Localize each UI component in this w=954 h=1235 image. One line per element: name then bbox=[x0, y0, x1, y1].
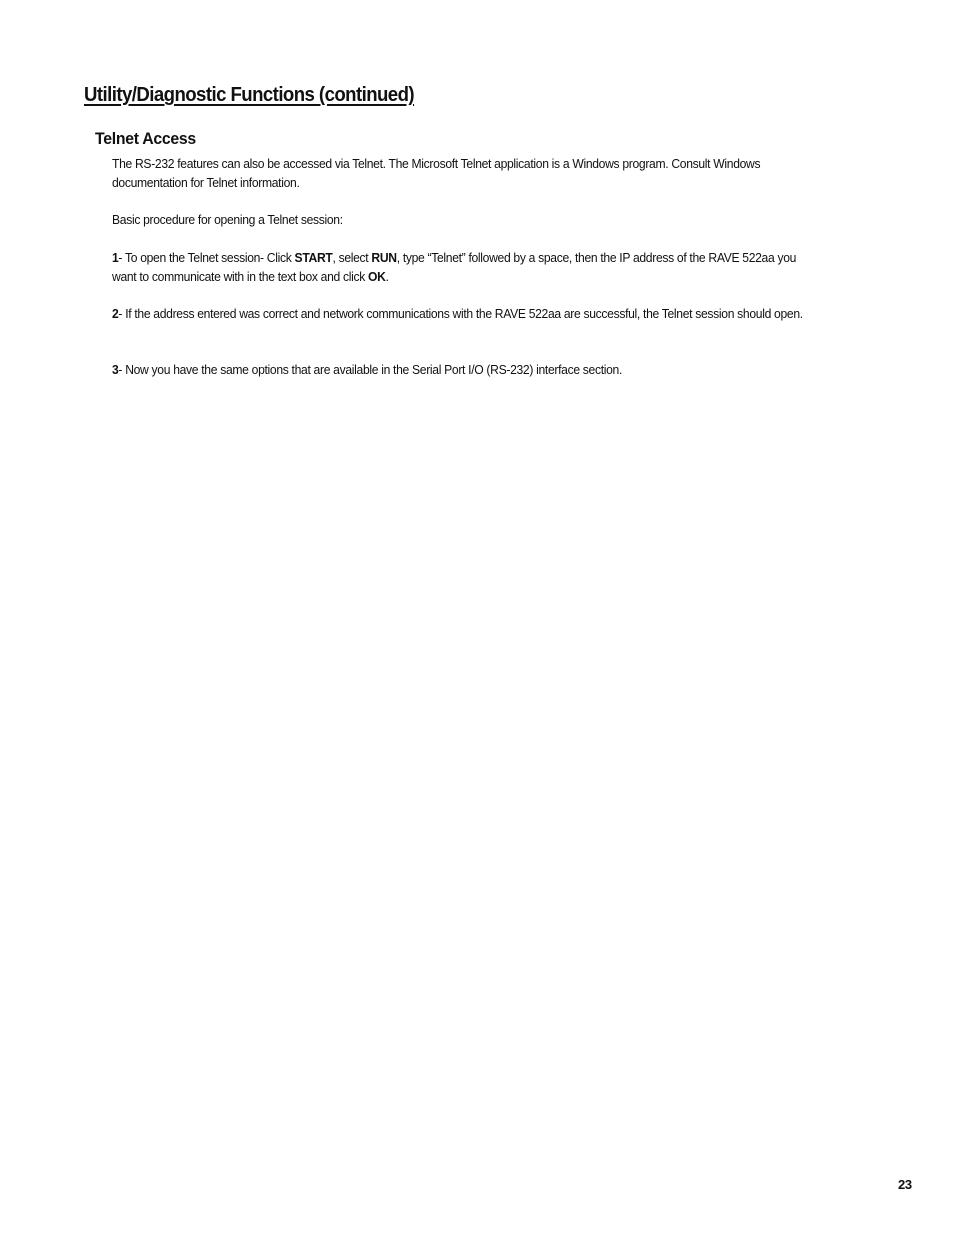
step-3-number: 3 bbox=[112, 362, 119, 377]
step-3 bbox=[112, 360, 811, 379]
step-1-text-part-3: , type “Telnet” followed by a space, then the IP address of the RAVE 522aa you want to communicate with in the text box and click bbox=[112, 250, 797, 284]
step-1-ok-keyword: OK bbox=[368, 269, 386, 284]
step-1-text-part-4: . bbox=[385, 269, 389, 284]
procedure-intro: Basic procedure for opening a Telnet session: bbox=[112, 212, 343, 227]
step-3-text: - Now you have the same options that are available in the Serial Port I/O (RS-232) interface section. bbox=[118, 362, 623, 377]
page-number: 23 bbox=[898, 1177, 912, 1192]
step-2-text: - If the address entered was correct and network communications with the RAVE 522aa are successful, the Telnet session should open. bbox=[118, 306, 803, 321]
step-1-start-keyword: START bbox=[294, 250, 333, 265]
step-2-number: 2 bbox=[112, 306, 119, 321]
step-1 bbox=[112, 248, 811, 286]
step-1-text-part-2: , select bbox=[332, 250, 372, 265]
page-title: Utility/Diagnostic Functions (continued) bbox=[84, 84, 415, 106]
step-2 bbox=[112, 304, 811, 323]
step-1-number: 1 bbox=[112, 250, 119, 265]
step-1-text-part-1: - To open the Telnet session- Click bbox=[118, 250, 295, 265]
step-1-run-keyword: RUN bbox=[371, 250, 397, 265]
section-heading: Telnet Access bbox=[95, 129, 196, 148]
intro-paragraph: The RS-232 features can also be accessed via Telnet. The Microsoft Telnet application is a Windows program. Consult Windows documentation for Telnet information. bbox=[112, 156, 761, 190]
